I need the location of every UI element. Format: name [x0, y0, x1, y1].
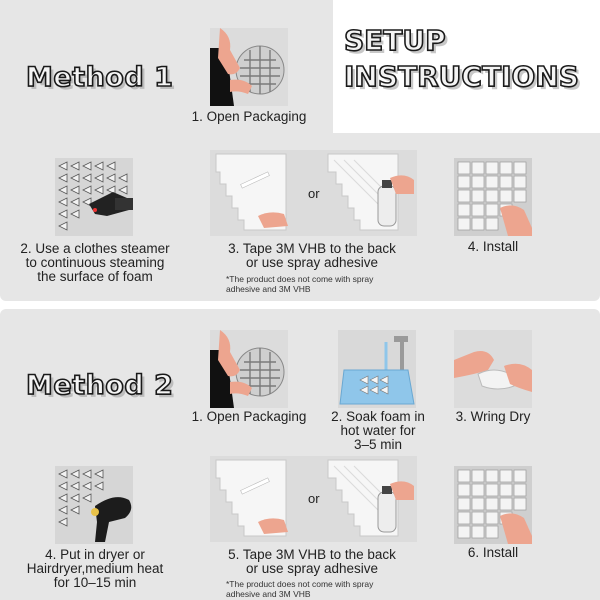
m1-step3-note: *The product does not come with spray adhesive and 3M VHB	[226, 274, 374, 294]
m1-step2-caption: 2. Use a clothes steamer to continuous steaming the surface of foam	[20, 241, 170, 284]
m2-or-text: or	[308, 491, 320, 506]
m2-step1-caption: 1. Open Packaging	[191, 409, 307, 424]
m1-step3-caption: 3. Tape 3M VHB to the back or use spray adhesive	[228, 241, 396, 270]
m2-step5-caption: 5. Tape 3M VHB to the back or use spray adhesive	[228, 547, 396, 576]
m2-step4-caption: 4. Put in dryer or Hairdryer,medium heat for 10–15 min	[26, 547, 164, 590]
method1-title: Method 1	[26, 62, 174, 93]
method2-title: Method 2	[26, 370, 174, 401]
steamer-image	[55, 158, 133, 236]
m2-step2-caption: 2. Soak foam in hot water for 3–5 min	[331, 409, 425, 452]
m1-or-text: or	[308, 186, 320, 201]
m2-open-packaging-image	[210, 330, 288, 408]
m1-step4-caption: 4. Install	[467, 239, 519, 254]
m2-install-image	[454, 466, 532, 544]
soak-image	[338, 330, 416, 408]
dryer-image	[55, 466, 133, 544]
install-image	[454, 158, 532, 236]
wring-dry-image	[454, 330, 532, 408]
m1-step1-caption: 1. Open Packaging	[191, 109, 307, 124]
m2-step6-caption: 6. Install	[467, 545, 519, 560]
m2-step3-caption: 3. Wring Dry	[455, 409, 531, 424]
m2-step5-note: *The product does not come with spray adhesive and 3M VHB	[226, 579, 374, 599]
setup-title-line2: INSTRUCTIONS	[344, 60, 579, 93]
setup-title-line1: SETUP	[344, 24, 446, 57]
open-packaging-image	[210, 28, 288, 106]
